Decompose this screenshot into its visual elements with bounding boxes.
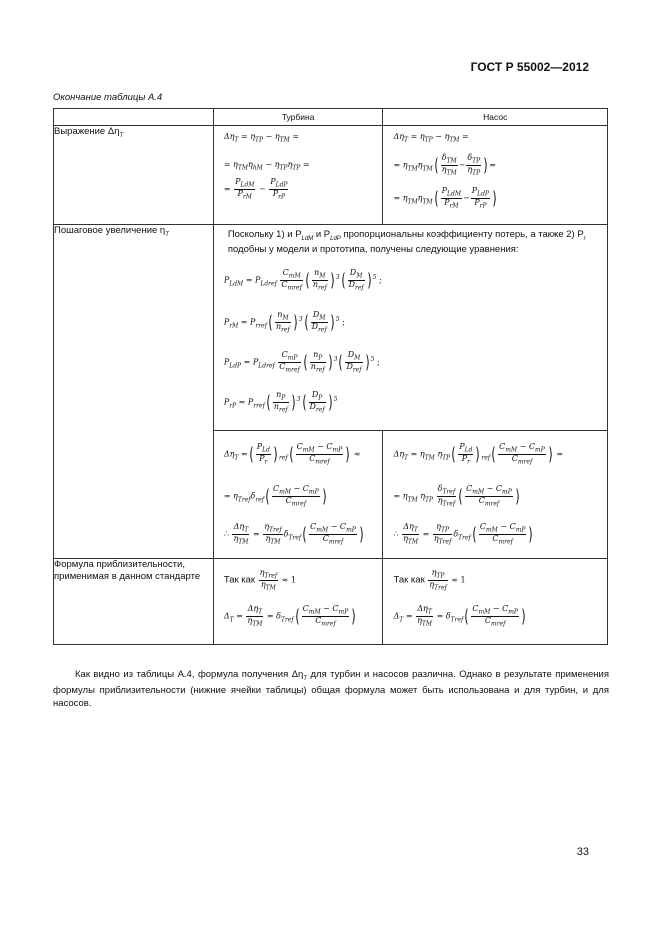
pump-expression-eq3: = $\eta_{TM}\eta_{TM}$( $\frac{P_{LdM}}{P_{rM}}$ − $\frac{P_{LdP}}{P_{rP}}$ ) (393, 186, 497, 210)
turbine-expression-cell (213, 126, 383, 225)
table-row-approximation (54, 559, 608, 645)
pump-increment-eq1: $\Delta\eta_T = \eta_{TM}$ $\eta_{TP}$( $\frac{P_{Ld}}{P_r}$ )$_{ref}$( $\frac{C_{mM} - C_{mP}}{C_{mref}}$ ) = (393, 442, 564, 466)
row-label-increment: Пошаговое увеличение $\eta_T$ (54, 225, 214, 559)
turbine-increment-eq2: = $\eta_{Tref}\delta_{ref}$( $\frac{C_{mM} - C_{mP}}{C_{mref}}$ ) (223, 484, 327, 508)
pump-approximation-eq: $\Delta_T$ = $\frac{\Delta\eta_T}{\eta_{TM}}$ = $\delta_{Tref}$( $\frac{C_{mM} - C_{mP}}{C_{mref}}$ ) (393, 604, 526, 628)
turbine-increment-eq3: ∴ $\frac{\Delta\eta_T}{\eta_{TM}}$ = $\frac{\eta_{Tref}}{\eta_{TM}}$ $\delta_{Tref}$( $\frac{C_{mM} - C_{mP}}{C_{mref}}$ ) (223, 522, 364, 546)
turbine-approximation-since: Так как $\frac{\eta_{Tref}}{\eta_{TM}}$ ≈ 1 (223, 568, 296, 592)
increment-shared-cell (213, 225, 607, 431)
formula-table (53, 108, 608, 645)
table-caption: Окончание таблицы А.4 (53, 92, 163, 103)
pump-increment-eq3: ∴ $\frac{\Delta\eta_T}{\eta_{TM}}$ = $\frac{\eta_{TP}}{\eta_{Tref}}$ $\delta_{Tref}$( $\frac{C_{mM} - C_{mP}}{C_{mref}}$ ) (393, 522, 534, 546)
empty-header-cell (54, 109, 214, 126)
row-label-approximation: Формула приблизительности, применимая в данном стандарте (54, 559, 214, 645)
pump-expression-cell (383, 126, 608, 225)
page-number: 33 (576, 846, 589, 858)
turbine-expression-eq3: = $\frac{P_{LdM}}{P_{rM}}$ − $\frac{P_{LdP}}{P_{rP}}$ (223, 177, 288, 201)
turbine-expression-eq2: = $\eta_{TM}\eta_{hM} - \eta_{TP}\eta_{TP}$ = (223, 160, 310, 172)
similarity-eq-pldp: $P_{LdP} = P_{Ldref}$ $\frac{C_{mP}}{C_{mref}}$ ( $\frac{n_P}{n_{ref}}$ )$^3$( $\frac{D_M}{D_{ref}}$ )$^5$ ; (223, 350, 380, 374)
pump-expression-eq1: $\Delta\eta_T = \eta_{TP} - \eta_{TM}$ = (393, 132, 469, 144)
turbine-increment-eq1: $\Delta\eta_T$ =( $\frac{P_{Ld}}{P_r}$ )$_{ref}$( $\frac{C_{mM} - C_{mP}}{C_{mref}}$ ) ≈ (223, 442, 361, 466)
turbine-approximation-eq: $\Delta_T$ = $\frac{\Delta\eta_T}{\eta_{TM}}$ = $\delta_{Tref}$( $\frac{C_{mM} - C_{mP}}{C_{mref}}$ ) (223, 604, 356, 628)
turbine-expression-eq1: $\Delta\eta_T = \eta_{TP} - \eta_{TM}$ = (223, 132, 300, 144)
table-row-expression (54, 126, 608, 225)
similarity-eq-prm: $P_{rM} = P_{rref}$( $\frac{n_M}{n_{ref}}$ )$^3$( $\frac{D_M}{D_{ref}}$ )$^5$ ; (223, 310, 345, 334)
column-header-turbine: Турбина (213, 109, 383, 126)
closing-paragraph: Как видно из таблицы А.4, формула получения $\Delta\eta_T$ для турбин и насосов различна. Однако в результате применения формулы приблизительности (нижние ячейки таблицы) общая формула может быть использована и для турбин, и для насосов. (53, 669, 610, 710)
pump-approximation-since: Так как $\frac{\eta_{TP}}{\eta_{Tref}}$ ≈ 1 (393, 568, 466, 592)
column-header-pump: Насос (383, 109, 608, 126)
row-label-expression: Выражение $\Delta\eta_T$ (54, 126, 214, 225)
table-header-row (54, 109, 608, 126)
similarity-eq-pldm: $P_{LdM} = P_{Ldref}$ $\frac{C_{mM}}{C_{mref}}$ ( $\frac{n_M}{n_{ref}}$ )$^3$( $\frac{D_M}{D_{ref}}$ )$^5$ ; (223, 268, 382, 292)
pump-increment-cell (383, 431, 608, 559)
turbine-approximation-cell (213, 559, 383, 645)
document-standard-header: ГОСТ Р 55002—2012 (470, 60, 589, 74)
table-row-increment (54, 225, 608, 431)
pump-expression-eq2: = $\eta_{TM}\eta_{TM}$( $\frac{\delta_{TM}}{\eta_{TM}}$ − $\frac{\delta_{TP}}{\eta_{TP}}$ )= (393, 153, 496, 177)
similarity-eq-prp: $P_{rP} = P_{rref}$( $\frac{n_P}{n_{ref}}$ )$^3$( $\frac{D_P}{D_{ref}}$ )$^5$ (223, 390, 338, 414)
pump-approximation-cell (383, 559, 608, 645)
turbine-increment-cell (213, 431, 383, 559)
increment-explanation-text: Поскольку 1) и $P_{LdM}$ и $P_{LdP}$ пропорциональны коэффициенту потерь, а также 2) $P_r$ подобны у модели и прототипа, получены следующие уравнения: (227, 229, 586, 255)
pump-increment-eq2: = $\eta_{TM}$ $\eta_{TP}$ $\frac{\delta_{Tref}}{\eta_{Tref}}$ ( $\frac{C_{mM} - C_{mP}}{C_{mref}}$ ) (393, 484, 520, 508)
